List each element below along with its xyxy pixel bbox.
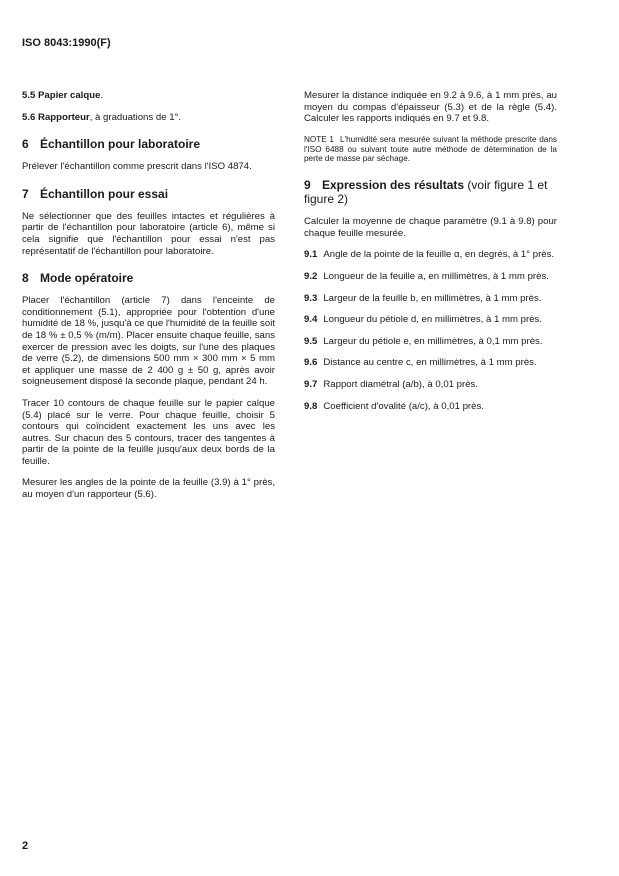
note-text: L'humidité sera mesurée suivant la méthode prescrite dans l'ISO 6488 ou suivant toute autre méthode de détermination de la perte de masse par séchage. bbox=[304, 134, 557, 164]
section-6-text: Prélever l'échantillon comme prescrit dans l'ISO 4874. bbox=[22, 161, 252, 173]
result-item: 9.7 Rapport diamétral (a/b), à 0,01 près. bbox=[304, 378, 478, 390]
section-8-paragraph-2: Tracer 10 contours de chaque feuille sur le papier calque (5.4) placé sur le verre. Pour chaque feuille, choisir 5 contours qui coïncident exactement les uns avec les autres. Sur chacun des 5 contours, tracer des tangentes à partir de la pointe de la feuille jusqu'aux deux bords de la feuille. bbox=[22, 397, 275, 467]
section-8-paragraph-1: Placer l'échantillon (article 7) dans l'enceinte de conditionnement (5.1), appropriée pour l'obtention d'une humidité de 18 %, jusqu'à ce que l'humidité de la feuille soit de 18 % ± 0,5 % (m/m). Placer ensuite chaque feuille, sans exercer de pression avec les doigts, sur l'une des plaques de verre (5.2), de dimensions 500 mm × 300 mm × 5 mm et appliquer une masse de 2 400 g ± 50 g, après avoir soigneusement disposé la seconde plaque, pendant 24 h. bbox=[22, 295, 275, 388]
document-code: ISO 8043:1990(F) bbox=[22, 37, 111, 49]
result-item: 9.1 Angle de la pointe de la feuille α, en degrés, à 1° près. bbox=[304, 249, 555, 261]
result-item: 9.3 Largeur de la feuille b, en millimètres, à 1 mm près. bbox=[304, 292, 542, 304]
measure-paragraph: Mesurer la distance indiquée en 9.2 à 9.6, à 1 mm près, au moyen du compas d'épaisseur (5.3) et de la règle (5.4). Calculer les rapports indiqués en 9.7 et 9.8. bbox=[304, 90, 557, 125]
subclause-5-5: 5.5 Papier calque. bbox=[22, 90, 104, 101]
result-item: 9.6 Distance au centre c, en millimètres, à 1 mm près. bbox=[304, 357, 537, 369]
page-number: 2 bbox=[22, 840, 29, 852]
subclause-5-6: 5.6 Rapporteur, à graduations de 1°. bbox=[22, 111, 182, 123]
result-item: 9.4 Longueur du pétiole d, en millimètres, à 1 mm près. bbox=[304, 314, 542, 326]
section-8-heading: 8 Mode opératoire bbox=[22, 271, 134, 286]
left-column bbox=[22, 90, 275, 511]
section-9-heading: 9 Expression des résultats (voir figure 1 et figure 2) bbox=[304, 178, 548, 207]
section-6-heading: 6 Échantillon pour laboratoire bbox=[22, 137, 201, 152]
result-items bbox=[304, 249, 557, 412]
result-item: 9.8 Coefficient d'ovalité (a/c), à 0,01 près. bbox=[304, 400, 484, 412]
section-7-text: Ne sélectionner que des feuilles intactes et régulières à partir de l'échantillon pour laboratoire (article 6), même si cela signifie que l'échantillon pour essai n'est pas représentatif de l'échantillon pour laboratoire. bbox=[22, 210, 275, 257]
subclause-title: Papier calque bbox=[38, 90, 101, 101]
right-column bbox=[304, 90, 557, 422]
result-item: 9.2 Longueur de la feuille a, en millimètres, à 1 mm près. bbox=[304, 270, 549, 282]
section-8-paragraph-3: Mesurer les angles de la pointe de la feuille (3.9) à 1° près, au moyen d'un rapporteur (5.6). bbox=[22, 477, 275, 501]
section-7-heading: 7 Échantillon pour essai bbox=[22, 186, 169, 201]
subclause-title: Rapporteur bbox=[38, 111, 90, 123]
note-label: NOTE 1 bbox=[304, 134, 334, 144]
note-1 bbox=[304, 135, 557, 164]
section-9-text: Calculer la moyenne de chaque paramètre (9.1 à 9.8) pour chaque feuille mesurée. bbox=[304, 216, 557, 239]
result-item: 9.5 Largeur du pétiole e, en millimètres, à 0,1 mm près. bbox=[304, 335, 543, 347]
